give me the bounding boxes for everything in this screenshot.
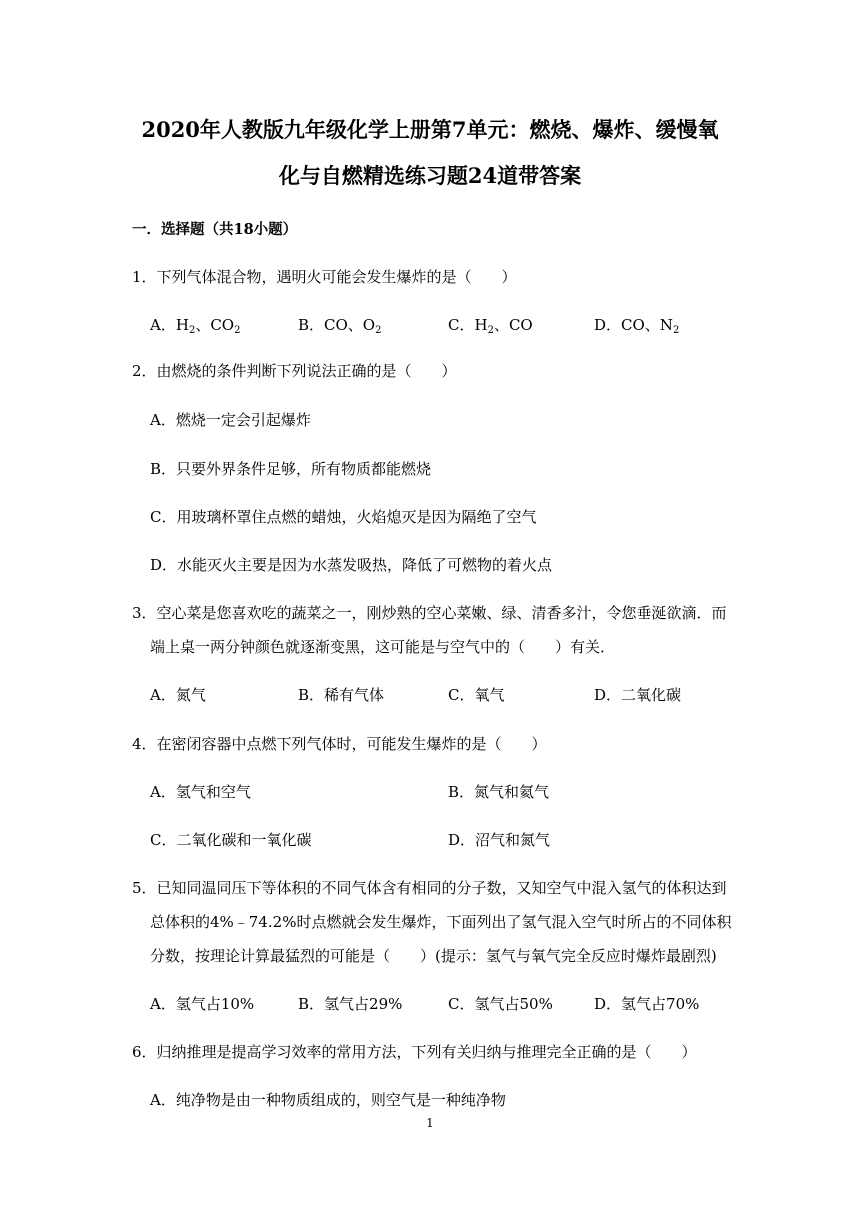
question-3-stem-line2: 端上桌一两分钟颜色就逐渐变黑，这可能是与空气中的（ ）有关． <box>150 638 616 656</box>
question-5-stem: 5．已知同温同压下等体积的不同气体含有相同的分子数，又知空气中混入氢气的体积达到 <box>132 879 727 897</box>
question-4-option-c: C．二氧化碳和一氧化碳 <box>150 831 312 849</box>
question-3-option-d: D．二氧化碳 <box>594 686 682 704</box>
question-5-option-c: C．氢气占50% <box>448 995 553 1013</box>
question-2-option-d: D．水能灭火主要是因为水蒸发吸热，降低了可燃物的着火点 <box>150 556 553 574</box>
document-title-line1: 2020年人教版九年级化学上册第7单元：燃烧、爆炸、缓慢氧 <box>141 117 719 142</box>
page-number: 1 <box>426 1116 434 1130</box>
document-title-line2: 化与自燃精选练习题24道带答案 <box>278 163 582 188</box>
question-1-option-c: C．$H_2$、CO <box>448 316 533 336</box>
section-heading: 一．选择题（共18小题） <box>132 221 298 238</box>
question-2-option-a: A．燃烧一定会引起爆炸 <box>150 411 311 429</box>
question-5-option-d: D．氢气占70% <box>594 995 700 1013</box>
question-2-option-c: C．用玻璃杯罩住点燃的蜡烛，火焰熄灭是因为隔绝了空气 <box>150 508 537 526</box>
question-6-stem: 6．归纳推理是提高学习效率的常用方法，下列有关归纳与推理完全正确的是（ ） <box>132 1043 697 1061</box>
question-4-option-d: D．沼气和氮气 <box>448 831 551 849</box>
question-4-stem: 4．在密闭容器中点燃下列气体时，可能发生爆炸的是（ ） <box>132 735 547 753</box>
question-1-option-a: A．$H_2$、$CO_2$ <box>150 316 241 336</box>
question-2-stem: 2．由燃烧的条件判断下列说法正确的是（ ） <box>132 362 457 380</box>
question-5-option-b: B．氢气占29% <box>298 995 403 1013</box>
question-3-option-a: A．氮气 <box>150 686 206 704</box>
question-3-stem: 3．空心菜是您喜欢吃的蔬菜之一，刚炒熟的空心菜嫩、绿、清香多汁，令您垂涎欲滴．而 <box>132 604 727 622</box>
question-3-option-b: B．稀有气体 <box>298 686 385 704</box>
question-6-option-a: A．纯净物是由一种物质组成的，则空气是一种纯净物 <box>150 1091 506 1109</box>
question-3-option-c: C．氧气 <box>448 686 505 704</box>
question-1-option-d: D．CO、$N_2$ <box>594 316 680 336</box>
question-4-option-a: A．氢气和空气 <box>150 783 251 801</box>
question-5-stem-line3: 分数，按理论计算最猛烈的可能是（ ）(提示：氢气与氧气完全反应时爆炸最剧烈) <box>150 947 717 965</box>
question-1-stem: 1．下列气体混合物，遇明火可能会发生爆炸的是（ ） <box>132 268 517 286</box>
question-4-option-b: B．氮气和氦气 <box>448 783 550 801</box>
question-5-stem-line2: 总体积的4%﹣74.2%时点燃就会发生爆炸，下面列出了氢气混入空气时所占的不同体积 <box>150 913 732 931</box>
question-1-option-b: B．CO、$O_2$ <box>298 316 382 336</box>
question-5-option-a: A．氢气占10% <box>150 995 255 1013</box>
question-2-option-b: B．只要外界条件足够，所有物质都能燃烧 <box>150 460 432 478</box>
